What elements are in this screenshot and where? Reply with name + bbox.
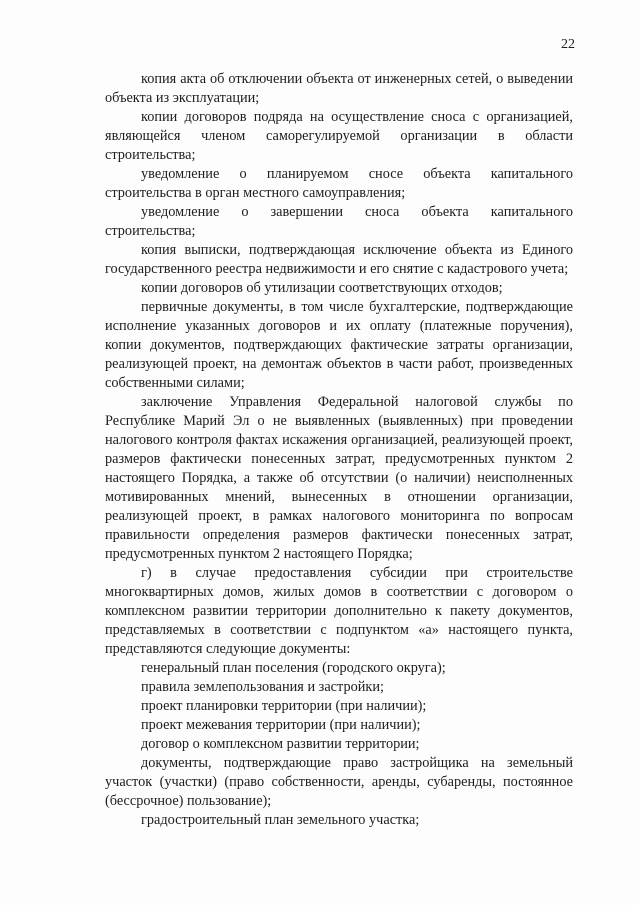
paragraph: градостроительный план земельного участка; [141,812,420,828]
paragraph: копии договоров подряда на осуществление сноса с организацией, являющейся членом саморегулируемой организации в области строительства; [105,109,573,163]
paragraph: копия выписки, подтверждающая исключение объекта из Единого государственного реестра недвижимости и его снятие с кадастрового учета; [105,242,573,277]
paragraph: правила землепользования и застройки; [141,679,384,695]
paragraph: генеральный план поселения (городского округа); [141,660,446,676]
paragraph: копии договоров об утилизации соответствующих отходов; [141,280,503,296]
document-body [105,70,573,830]
paragraph: заключение Управления Федеральной налоговой службы по Республике Марий Эл о не выявленных (выявленных) при проведении налогового контроля фактах искажения организацией, реализующей проект, размеров фактически понесенных затрат, предусмотренных пунктом 2 настоящего Порядка, а также об отсутствии (о наличии) неисполненных мотивированных мнений, вынесенных в отношении организации, реализующей проект, в рамках налогового мониторинга по вопросам правильности определения размеров фактически понесенных затрат, предусмотренных пунктом 2 настоящего Порядка; [105,394,573,562]
paragraph: копия акта об отключении объекта от инженерных сетей, о выведении объекта из эксплуатации; [105,71,573,106]
paragraph: договор о комплексном развитии территории; [141,736,420,752]
paragraph: документы, подтверждающие право застройщика на земельный участок (участки) (право собственности, аренды, субаренды, постоянное (бессрочное) пользование); [105,755,573,809]
page-number: 22 [561,37,575,52]
paragraph: первичные документы, в том числе бухгалтерские, подтверждающие исполнение указанных договоров и их оплату (платежные поручения), копии документов, подтверждающих фактические затраты организации, реализующей проект, на демонтаж объектов в части работ, произведенных собственными силами; [105,299,573,391]
paragraph: проект межевания территории (при наличии); [141,717,421,733]
paragraph: уведомление о планируемом сносе объекта капитального строительства в орган местного самоуправления; [105,166,573,201]
paragraph: проект планировки территории (при наличии); [141,698,427,714]
paragraph: уведомление о завершении сноса объекта капитального строительства; [105,204,573,239]
paragraph: г) в случае предоставления субсидии при строительстве многоквартирных домов, жилых домов в соответствии с договором о комплексном развитии территории дополнительно к пакету документов, представляемых в соответствии с подпунктом «а» настоящего пункта, представляются следующие документы: [105,565,573,657]
